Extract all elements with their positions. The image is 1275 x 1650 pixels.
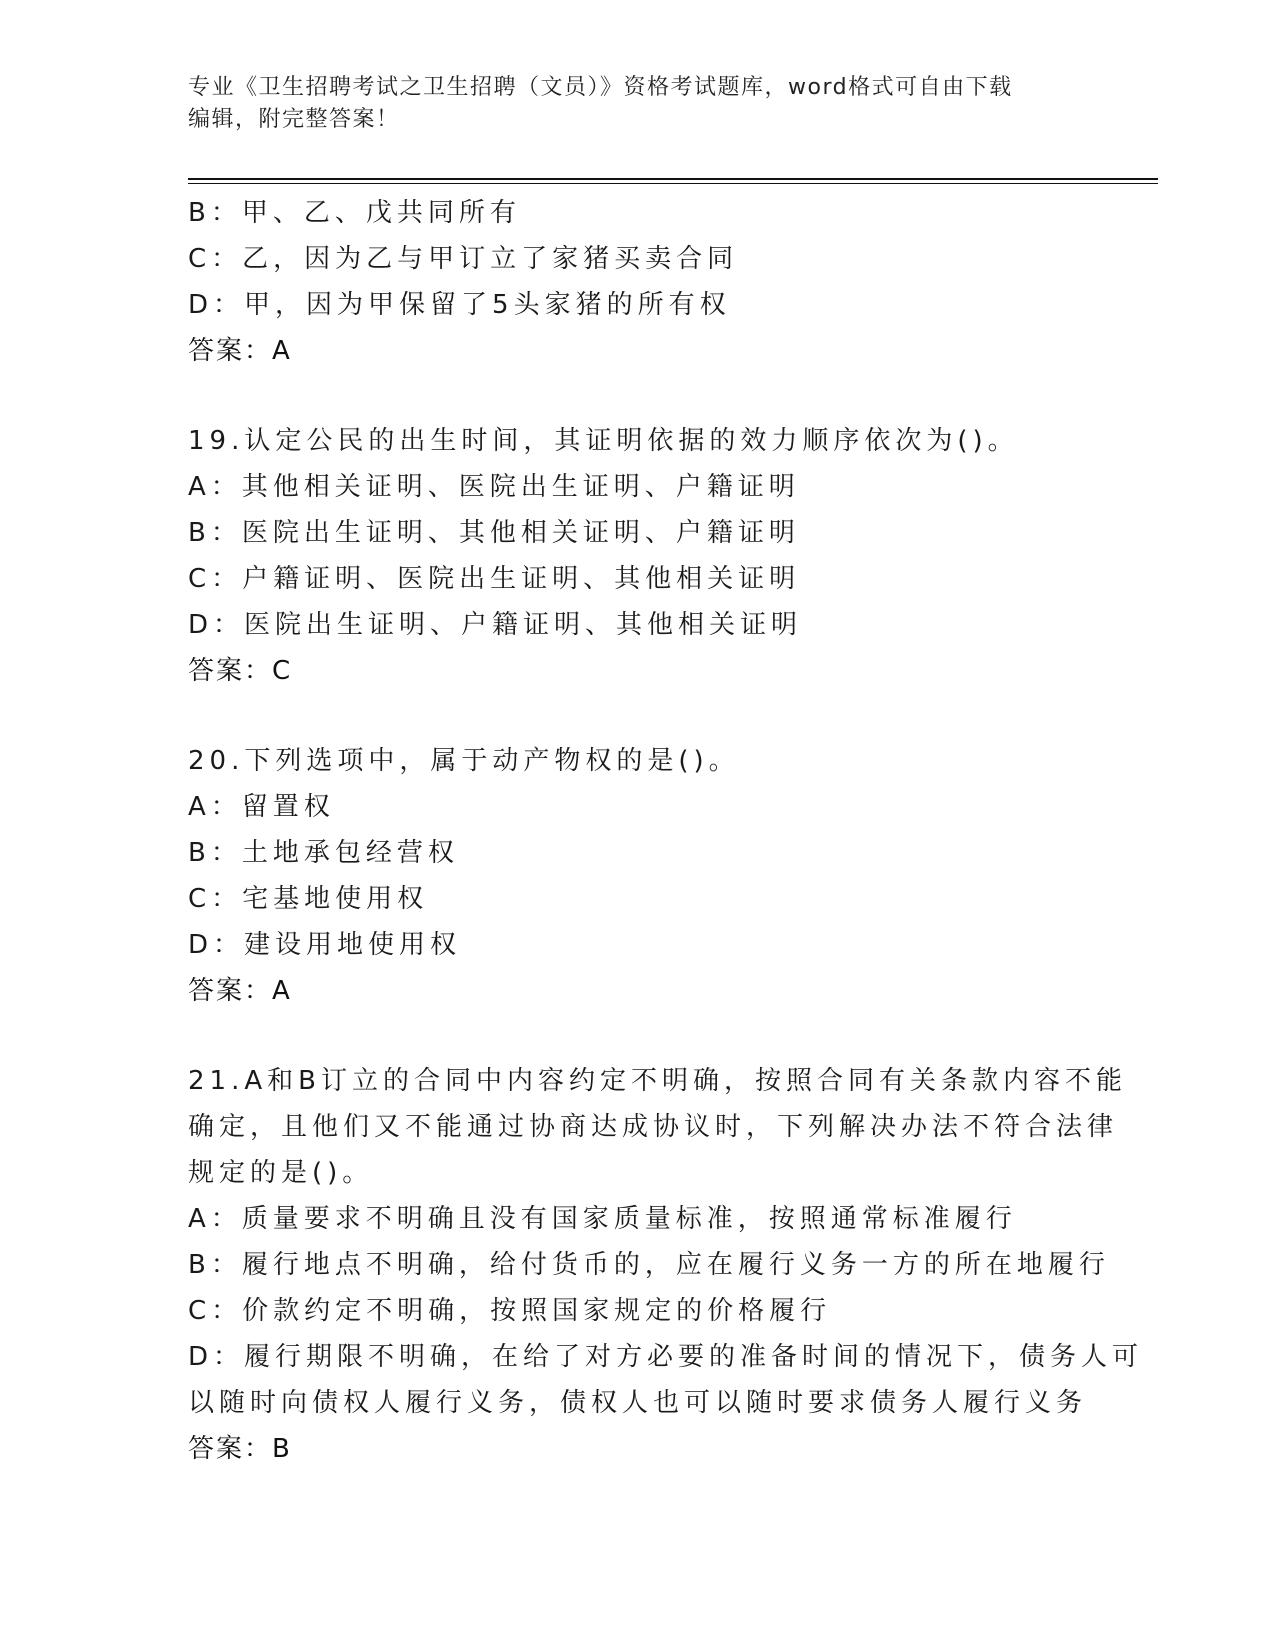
document-header xyxy=(188,72,1068,136)
option-a: A：质量要求不明确且没有国家质量标准，按照通常标准履行 xyxy=(188,1204,1017,1234)
option-d-line-1: D：履行期限不明确，在给了对方必要的准备时间的情况下，债务人可 xyxy=(188,1342,1144,1372)
option-a: A：留置权 xyxy=(188,792,335,822)
question-19 xyxy=(188,418,1088,694)
question-stem-line-1: 21.A和B订立的合同中内容约定不明确，按照合同有关条款内容不能 xyxy=(188,1066,1127,1096)
question-prev xyxy=(188,190,1088,374)
option-b: B：土地承包经营权 xyxy=(188,838,459,868)
option-c: C：乙，因为乙与甲订立了家猪买卖合同 xyxy=(188,244,739,274)
answer: 答案：A xyxy=(188,976,292,1006)
question-21 xyxy=(188,1058,1144,1472)
option-b: B：医院出生证明、其他相关证明、户籍证明 xyxy=(188,518,800,548)
header-divider xyxy=(188,178,1158,180)
option-a: A：其他相关证明、医院出生证明、户籍证明 xyxy=(188,472,800,502)
header-line-2: 编辑，附完整答案！ xyxy=(188,107,400,132)
option-c: C：户籍证明、医院出生证明、其他相关证明 xyxy=(188,564,801,594)
question-20 xyxy=(188,738,1088,1014)
option-b: B：履行地点不明确，给付货币的，应在履行义务一方的所在地履行 xyxy=(188,1250,1110,1280)
question-stem-line-3: 规定的是()。 xyxy=(188,1158,374,1188)
option-b: B：甲、乙、戊共同所有 xyxy=(188,198,521,228)
question-stem: 19.认定公民的出生时间，其证明依据的效力顺序依次为()。 xyxy=(188,426,1019,456)
option-d-line-2: 以随时向债权人履行义务，债权人也可以随时要求债务人履行义务 xyxy=(188,1388,1088,1418)
question-stem-line-2: 确定，且他们又不能通过协商达成协议时，下列解决办法不符合法律 xyxy=(188,1112,1119,1142)
option-c: C：价款约定不明确，按照国家规定的价格履行 xyxy=(188,1296,832,1326)
header-line-1: 专业《卫生招聘考试之卫生招聘（文员）》资格考试题库，word格式可自由下载 xyxy=(188,75,1013,100)
option-d: D：建设用地使用权 xyxy=(188,930,462,960)
option-d: D：医院出生证明、户籍证明、其他相关证明 xyxy=(188,610,803,640)
header-divider-thin xyxy=(188,183,1158,184)
question-list xyxy=(188,190,1144,1472)
option-c: C：宅基地使用权 xyxy=(188,884,429,914)
option-d: D：甲，因为甲保留了5头家猪的所有权 xyxy=(188,290,731,320)
answer: 答案：B xyxy=(188,1434,292,1464)
answer: 答案：A xyxy=(188,336,292,366)
question-stem: 20.下列选项中，属于动产物权的是()。 xyxy=(188,746,740,776)
answer: 答案：C xyxy=(188,656,293,686)
